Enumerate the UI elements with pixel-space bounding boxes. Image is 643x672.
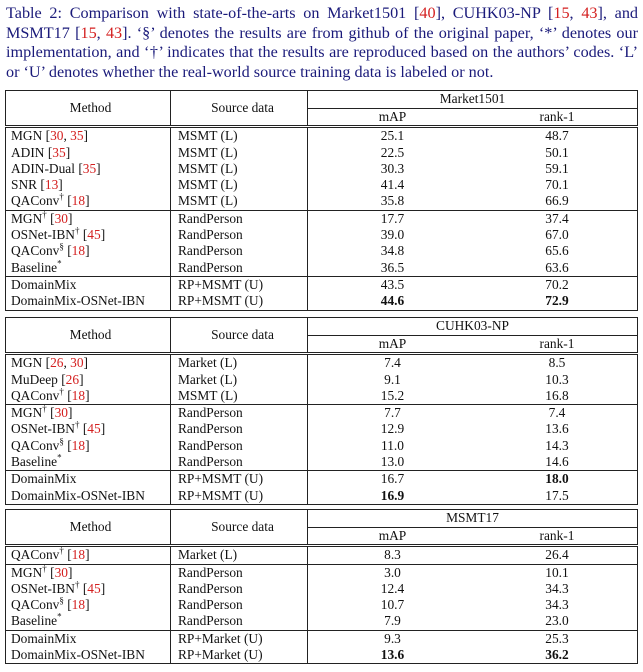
source-data: RP+MSMT (U): [171, 276, 308, 293]
rank1-value: 34.3: [545, 597, 569, 613]
citation-link[interactable]: 18: [71, 193, 86, 209]
method-name: QAConv§ [18]: [11, 241, 90, 259]
rank1-value: 14.6: [545, 454, 569, 470]
header-row: [6, 318, 638, 336]
rank1-value: 16.8: [545, 387, 569, 403]
method-name: QAConv§ [18]: [11, 436, 90, 453]
header-rank1: rank-1: [539, 336, 575, 351]
table-row: [6, 581, 638, 597]
source-data: RandPerson: [171, 227, 308, 243]
source-data: RandPerson: [171, 421, 308, 437]
rank1-value: 8.5: [477, 354, 638, 372]
table-row: [6, 276, 638, 293]
source-data: RP+MSMT (U): [171, 471, 308, 488]
method-name: QAConv† [18]: [11, 386, 90, 403]
method-name: MuDeep [26]: [11, 371, 84, 387]
rank1-value: 26.4: [477, 546, 638, 564]
table-row: [6, 210, 638, 227]
source-data: RandPerson: [171, 581, 308, 597]
table-row: [6, 193, 638, 210]
table-row: [6, 454, 638, 471]
rank1-value: 17.5: [545, 487, 569, 503]
table-row: [6, 405, 638, 422]
citation-link[interactable]: 43: [581, 4, 598, 22]
rank1-value: 65.6: [545, 243, 569, 259]
map-value: 12.9: [308, 421, 478, 437]
rank1-value: 18.0: [477, 471, 638, 488]
method-name: OSNet-IBN† [45]: [11, 420, 106, 437]
table-row: [6, 630, 638, 647]
method-name: DomainMix: [6, 471, 171, 488]
table-row: [6, 471, 638, 488]
table-row: [6, 127, 638, 145]
header-dataset: Market1501: [308, 91, 638, 109]
rank1-value: 13.6: [545, 421, 569, 437]
rank1-value: 72.9: [545, 293, 569, 309]
rank1-value: 50.1: [545, 144, 569, 160]
rank1-value: 70.1: [545, 177, 569, 193]
map-value: 9.3: [308, 630, 478, 647]
rank1-value: 7.4: [477, 405, 638, 422]
rank1-value: 10.3: [545, 371, 569, 387]
map-value: 7.9: [308, 613, 478, 630]
citation-link[interactable]: 30: [54, 564, 68, 580]
table-row: [6, 177, 638, 193]
map-value: 36.5: [308, 260, 478, 277]
citation-link[interactable]: 18: [71, 437, 86, 453]
rank1-value: 37.4: [477, 210, 638, 227]
map-value: 7.4: [308, 354, 478, 372]
source-data: RandPerson: [171, 243, 308, 259]
source-data: MSMT (L): [171, 145, 308, 161]
source-data: MSMT (L): [171, 161, 308, 177]
citation-link[interactable]: 30: [54, 210, 68, 226]
header-row: [6, 91, 638, 109]
table-row: [6, 293, 638, 310]
map-value: 35.8: [308, 193, 478, 210]
method-name: MGN [30, 35]: [6, 127, 171, 145]
header-source: Source data: [171, 318, 308, 354]
table-row: [6, 243, 638, 259]
method-name: MGN† [30]: [6, 405, 171, 422]
header-method: Method: [69, 100, 112, 115]
table-row: [6, 161, 638, 177]
rank1-value: 23.0: [545, 613, 569, 629]
citation-link[interactable]: 15: [80, 23, 97, 42]
header-row: [6, 510, 638, 528]
method-name: ADIN [35]: [11, 144, 71, 160]
rank1-value: 14.3: [545, 437, 569, 453]
source-data: RP+Market (U): [171, 630, 308, 647]
method-name: DomainMix-OSNet-IBN: [11, 293, 145, 309]
citation-link[interactable]: 15: [553, 4, 570, 22]
citation-link[interactable]: 45: [87, 580, 101, 596]
method-name: MGN [26, 30]: [6, 354, 171, 372]
table-row: [6, 546, 638, 564]
source-data: RandPerson: [171, 210, 308, 227]
source-data: RandPerson: [171, 613, 308, 630]
method-name: ADIN-Dual [35]: [11, 160, 101, 176]
table-row: [6, 613, 638, 630]
method-name: QAConv§ [18]: [11, 595, 90, 613]
source-data: RP+MSMT (U): [171, 488, 308, 505]
header-source: Source data: [171, 510, 308, 546]
method-name: MGN† [30]: [6, 210, 171, 227]
source-data: MSMT (L): [171, 388, 308, 405]
results-table-msmt17: [5, 509, 638, 664]
citation-link[interactable]: 35: [82, 160, 97, 176]
map-value: 3.0: [308, 564, 478, 581]
citation-link[interactable]: 45: [87, 421, 101, 437]
method-name: DomainMix-OSNet-IBN: [11, 487, 145, 503]
header-rank1: rank-1: [539, 109, 575, 124]
table-row: [6, 145, 638, 161]
table-row: [6, 227, 638, 243]
table-row: [6, 597, 638, 613]
table-row: [6, 372, 638, 388]
source-data: RandPerson: [171, 438, 308, 454]
method-name: MGN† [30]: [6, 564, 171, 581]
map-value: 11.0: [308, 438, 478, 454]
citation-link[interactable]: 43: [105, 23, 123, 42]
table-caption: Table 2: Comparison with state-of-the-arts on Market1501 [40], CUHK03-NP [15, 43], and MSMT17 [15, 43]. ‘§’ denotes the results are from github of the original paper, ‘*’ denotes our implementation, and ‘†’ indicates that the results are reproduced based on the authors’ codes. ‘L’ or ‘U’ denotes whether the real-world source training data is labeled or not.: [6, 4, 639, 81]
citation-link[interactable]: 18: [71, 597, 86, 613]
map-value: 17.7: [308, 210, 478, 227]
citation-link[interactable]: 30: [70, 355, 84, 371]
rank1-value: 36.2: [545, 647, 569, 663]
source-data: MSMT (L): [171, 193, 308, 210]
map-value: 41.4: [308, 177, 478, 193]
citation-link[interactable]: 26: [50, 355, 64, 371]
citation-link[interactable]: 35: [52, 144, 66, 160]
map-value: 9.1: [308, 372, 478, 388]
table-row: [6, 488, 638, 505]
citation-link[interactable]: 18: [71, 243, 86, 259]
citation-link[interactable]: 30: [50, 128, 64, 144]
map-value: 13.6: [308, 647, 478, 664]
source-data: Market (L): [171, 546, 308, 564]
map-value: 8.3: [308, 546, 478, 564]
method-name: OSNet-IBN† [45]: [11, 579, 106, 596]
method-name: Baseline*: [11, 612, 62, 629]
table-row: [6, 421, 638, 437]
citation-link[interactable]: 45: [87, 227, 101, 243]
map-value: 13.0: [308, 454, 478, 471]
rank1-value: 70.2: [477, 276, 638, 293]
method-name: OSNet-IBN† [45]: [11, 225, 106, 243]
method-name: Baseline*: [11, 258, 62, 275]
map-value: 10.7: [308, 597, 478, 613]
table-row: [6, 260, 638, 277]
map-value: 22.5: [308, 145, 478, 161]
table-row: [6, 564, 638, 581]
table-row: [6, 388, 638, 405]
map-value: 15.2: [308, 388, 478, 405]
rank1-value: 59.1: [545, 160, 569, 176]
map-value: 16.9: [308, 488, 478, 505]
rank1-value: 66.9: [545, 193, 569, 209]
method-name: Baseline*: [11, 452, 62, 470]
header-map: mAP: [308, 528, 478, 546]
source-data: MSMT (L): [171, 127, 308, 145]
rank1-value: 10.1: [477, 564, 638, 581]
map-value: 7.7: [308, 405, 478, 422]
header-rank1: rank-1: [539, 528, 575, 543]
source-data: RP+Market (U): [171, 647, 308, 664]
source-data: Market (L): [171, 354, 308, 372]
citation-link[interactable]: 30: [54, 405, 68, 421]
rank1-value: 63.6: [545, 259, 569, 275]
map-value: 39.0: [308, 227, 478, 243]
rank1-value: 48.7: [477, 127, 638, 145]
table-row: [6, 438, 638, 454]
table-row: [6, 354, 638, 372]
method-name: DomainMix: [6, 276, 171, 293]
map-value: 44.6: [308, 293, 478, 310]
method-name: QAConv† [18]: [6, 546, 171, 564]
map-value: 34.8: [308, 243, 478, 259]
citation-link[interactable]: 40: [419, 4, 436, 22]
citation-link[interactable]: 26: [65, 371, 80, 387]
rank1-value: 34.3: [545, 580, 569, 596]
source-data: RandPerson: [171, 405, 308, 422]
rank1-value: 25.3: [477, 630, 638, 647]
source-data: Market (L): [171, 372, 308, 388]
method-name: DomainMix: [6, 630, 171, 647]
map-value: 12.4: [308, 581, 478, 597]
map-value: 16.7: [308, 471, 478, 488]
header-map: mAP: [308, 336, 478, 354]
source-data: RandPerson: [171, 454, 308, 471]
header-dataset: MSMT17: [308, 510, 638, 528]
header-dataset: CUHK03-NP: [308, 318, 638, 336]
map-value: 30.3: [308, 161, 478, 177]
citation-link[interactable]: 18: [71, 547, 86, 563]
table-row: [6, 647, 638, 664]
map-value: 43.5: [308, 276, 478, 293]
source-data: RP+MSMT (U): [171, 293, 308, 310]
source-data: RandPerson: [171, 260, 308, 277]
citation-link[interactable]: 35: [70, 128, 84, 144]
header-source: Source data: [171, 91, 308, 127]
header-method: Method: [69, 327, 112, 342]
method-name: DomainMix-OSNet-IBN: [11, 647, 145, 663]
header-method: Method: [69, 519, 112, 534]
method-name: QAConv† [18]: [11, 192, 90, 209]
citation-link[interactable]: 18: [71, 387, 86, 403]
results-table-cuhk03-np: [5, 317, 638, 505]
source-data: RandPerson: [171, 597, 308, 613]
method-name: SNR [13]: [11, 177, 63, 193]
header-map: mAP: [308, 109, 478, 127]
results-table-market1501: [5, 90, 638, 311]
citation-link[interactable]: 13: [44, 177, 59, 193]
source-data: MSMT (L): [171, 177, 308, 193]
source-data: RandPerson: [171, 564, 308, 581]
rank1-value: 67.0: [545, 227, 569, 243]
map-value: 25.1: [308, 127, 478, 145]
